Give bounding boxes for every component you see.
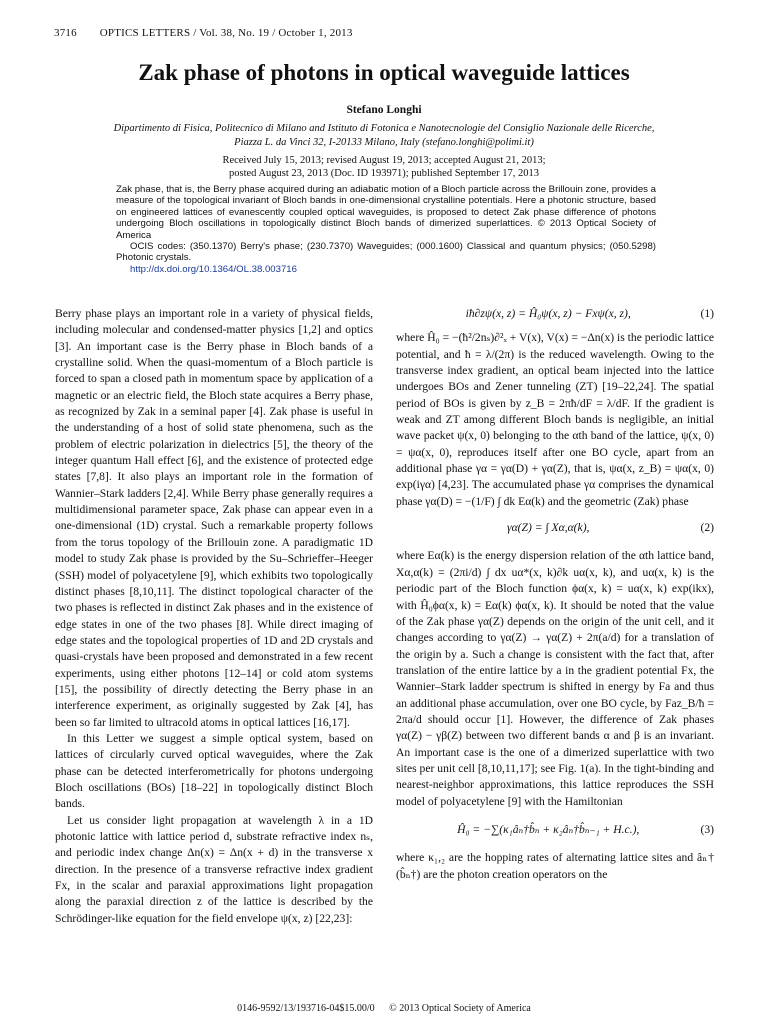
right-paragraph-3: where κ₁,₂ are the hopping rates of alternating lattice sites and âₙ† (b̂ₙ†) are the photon creation operators on the	[396, 851, 714, 881]
left-column	[55, 306, 373, 927]
abstract-block	[116, 184, 656, 275]
received-line-2: posted August 23, 2013 (Doc. ID 193971); published September 17, 2013	[228, 168, 539, 179]
equation-3	[396, 822, 714, 838]
page-number: 3716	[54, 27, 77, 39]
equation-3-number: (3)	[700, 822, 714, 836]
abstract-text: Zak phase, that is, the Berry phase acquired during an adiabatic motion of a Bloch particle across the Brillouin zone, provides a measure of the topological invariant of Bloch bands in one-dimensional crystalline potentials. Here a photonic structure, based on engineered lattices of evanescently coupled optical waveguides, is proposed to detect Zak phase difference of photons undergoing Bloch oscillations in topologically distinct Bloch bands of dimerized superlattices. © 2013 Optical Society of America	[116, 184, 656, 241]
right-paragraph-2: where Eα(k) is the energy dispersion relation of the αth lattice band, Xα,α(k) = (2πi/d) ∫ dx uα*(x, k)∂k uα(x, k), and uα(x, k) is the periodic part of the Bloch function ϕα(x, k) = uα(x, k) exp(ikx), with Ĥ₀ϕα(x, k) = Eα(k) ϕα(x, k). It should be noted that the value of the Zak phase γα(Z) depends on the origin of the unit cell, and it changes according to γα(Z) → γα(Z) + 2π(a/d) for a translation of the origin by a. Such a change is consistent with the fact that, after translation of the entire lattice by a in the gradient potential Fx, the Wannier–Stark ladder spectrum is shifted in energy by Fa and thus an additional phase accumulation, over one BO cycle, by Faz_B/ħ = 2πa/d should occur [1]. However, the difference of Zak phases γα(Z) − γβ(Z) between two different bands α and β is an invariant. An important case is the one of a dimerized superlattice with two sites per unit cell [8,10,11,17]; see Fig. 1(a). In the tight-binding and nearest-neighbor approximations, this lattice reproduces the SSH model of polyacetylene [9] with the Hamiltonian	[396, 549, 714, 808]
received-line-1: Received July 15, 2013; revised August 19, 2013; accepted August 21, 2013;	[222, 155, 546, 166]
running-header	[54, 27, 714, 39]
affiliation-line-2: Piazza L. da Vinci 32, I-20133 Milano, Italy (stefano.longhi@polimi.it)	[234, 137, 534, 148]
equation-3-body: Ĥ₀ = −∑(κ₁âₙ†b̂ₙ + κ₂âₙ†b̂ₙ₋₁ + H.c.),	[457, 822, 640, 836]
doi-link[interactable]: http://dx.doi.org/10.1364/OL.38.003716	[130, 263, 297, 275]
intro-paragraph: Berry phase plays an important role in a variety of physical fields, including molecular and condensed-matter physics [1,2] and optics [3]. An important case is the Berry phase in Bloch bands of a crystalline solid. When the quasi-momentum of a Bloch particle is forced to span a closed path in momentum space by application of a magnetic or an electric field, the Bloch state acquires a Berry phase, as recognized by Zak in a seminal paper [4]. Zak phase is useful in the understanding of a host of solid state phenomena, such as the problem of electric polarization in dielectrics [5], the theory of the integer quantum Hall effect [6], and the existence of protected edge states [7,8]. It also plays an important role in the formation of Wannier–Stark ladders [2,4]. While Berry phase generally requires a multidimensional parameter space, Zak phase can appear even in a one-dimensional (1D) crystal. Such a remarkable property follows from the torus topology of the Brillouin zone. A paradigmatic 1D model to study Zak phase is provided by the Su–Schrieffer–Heeger (SSH) model of polyacetylene [9], which exhibits two topologically distinct phases [8,10,11]. The distinct topological character of the two phases is reflected in distinct Zak phases and in the existence of edge states in one of the two phases [8]. While direct imaging of edge states and the topological properties of 1D and 2D crystals and quasi-crystals have been proposed and demonstrated in a few recent experiments, using either photons [12–14] or cold atom systems [15], the possibility of directly detecting the Berry phase in an interference experiment, as originally suggested by Zak [4], has been so far limited to ultracold atoms in optical lattices [16,17].	[55, 307, 373, 729]
received-dates	[70, 154, 698, 180]
paper-title: Zak phase of photons in optical waveguide lattices	[138, 60, 630, 85]
right-column	[396, 306, 714, 883]
equation-2	[396, 520, 714, 536]
equation-1-body: iħ∂zψ(x, z) = Ĥ₀ψ(x, z) − Fxψ(x, z),	[465, 307, 631, 320]
journal-info: OPTICS LETTERS / Vol. 38, No. 19 / October 1, 2013	[99, 27, 353, 39]
footer-code: 0146-9592/13/193716-04$15.00/0	[237, 1003, 375, 1014]
author-name: Stefano Longhi	[346, 104, 422, 116]
right-paragraph-1: where Ĥ₀ = −(ħ²/2nₛ)∂²ₓ + V(x), V(x) = −Δn(x) is the periodic lattice potential, and ħ = λ/(2π) is the reduced wavelength. Owing to the transverse index gradient, an optical beam injected into the lattice undergoes BOs and Zener tunneling (ZT) [19–22,24]. The spatial period of BOs is given by z_B = 2πħ/dF = λ/dF. If the gradient is weak and ZT among different Bloch bands is negligible, an initial wave packet ψ(x, 0) belonging to the αth band of the lattice, ψ(x, 0) = ψα(x, 0), reproduces itself after one BO cycle, apart from an additional phase γα = γα(D) + γα(Z), that is, ψα(x, z_B) = ψα(x, 0) exp(iγα) [4,23]. The accumulated phase γα comprises the dynamical phase γα(D) = −(1/F) ∫ dk Eα(k) and the geometric (Zak) phase	[396, 331, 714, 508]
equation-1-number: (1)	[700, 307, 714, 320]
footer-copyright: © 2013 Optical Society of America	[389, 1003, 531, 1014]
equation-2-number: (2)	[700, 521, 714, 535]
equation-1	[396, 306, 714, 322]
affiliation-line-1: Dipartimento di Fisica, Politecnico di Milano and Istituto di Fotonica e Nanotecnologie del Consiglio Nazionale delle Ricerche,	[113, 123, 655, 134]
affiliation	[70, 122, 698, 150]
equation-2-body: γα(Z) = ∫ Xα,α(k),	[507, 521, 590, 535]
page-footer	[0, 1003, 768, 1014]
ocis-codes: OCIS codes: (350.1370) Berry's phase; (230.7370) Waveguides; (000.1600) Classical and quantum physics; (050.5298) Photonic crystals.	[116, 241, 656, 264]
letter-summary-paragraph: In this Letter we suggest a simple optical system, based on lattices of circularly curved optical waveguides, where the Zak phase can be detected interferometrically for photons undergoing Bloch oscillations (BOs) [18–22] in topologically distinct Bloch bands.	[55, 731, 373, 811]
model-paragraph: Let us consider light propagation at wavelength λ in a 1D photonic lattice with lattice period d, substrate refractive index nₛ, and periodic index change Δn(x) = Δn(x + d) in the transverse x direction. In the presence of a transverse refractive index gradient Fx, in the scalar and paraxial approximations light propagation along the paraxial direction z of the lattice is described by the Schrödinger-like equation for the field envelope ψ(x, z) [22,23]:	[55, 813, 373, 925]
